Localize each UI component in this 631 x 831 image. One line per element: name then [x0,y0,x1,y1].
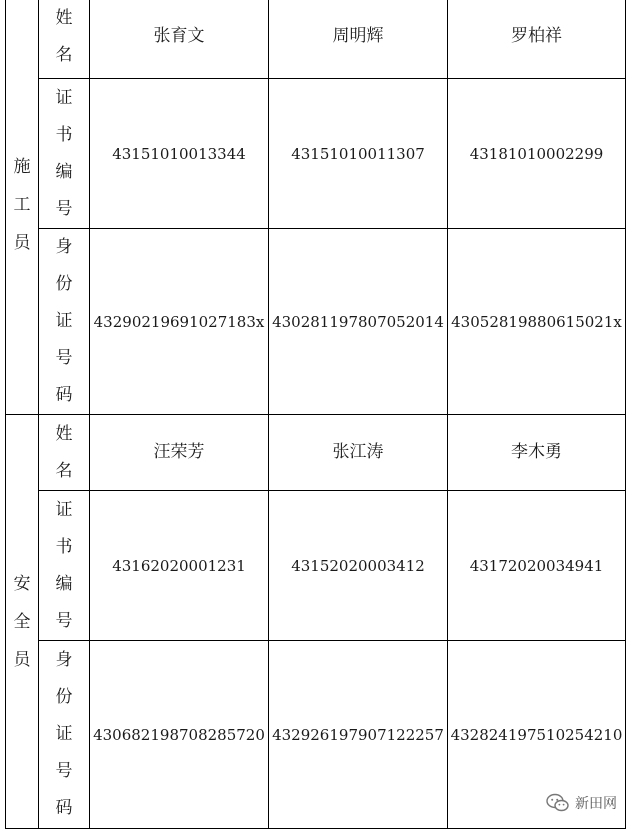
person-name: 周明辉 [332,26,384,47]
cert-number: 43181010002299 [469,144,604,163]
cert-number: 43151010013344 [112,144,246,163]
group-cell [6,0,39,415]
cert-number: 43152020003412 [291,556,425,575]
watermark-text: 新田网 [575,796,617,812]
person-name: 汪荣芳 [153,442,205,463]
person-name-cell [448,0,626,79]
cert-label-cell [39,79,90,229]
id-label: 身 份 证 号 码 [55,237,73,405]
person-name-cell [269,415,448,491]
cert-number-cell [269,491,448,641]
table-row [6,79,626,229]
id-number-cell [448,229,626,415]
id-number: 430682198708285720 [93,725,265,744]
person-name: 张育文 [153,26,205,47]
name-label: 姓 名 [55,423,73,481]
wechat-icon [546,793,570,813]
table-row [6,415,626,491]
id-number-cell [269,641,448,829]
person-name-cell [448,415,626,491]
table-row [6,641,626,829]
id-number-cell [90,641,269,829]
cert-number-cell [448,491,626,641]
id-number: 43290219691027183x [93,312,265,331]
cert-number-cell [269,79,448,229]
person-name: 李木勇 [511,442,562,463]
person-name: 张江涛 [332,442,384,463]
cert-label: 证 书 编 号 [55,499,73,631]
id-label-cell [39,641,90,829]
id-number-cell [269,229,448,415]
name-label-cell [39,0,90,79]
id-label-cell [39,229,90,415]
id-number: 432926197907122257 [272,725,444,744]
personnel-table [5,0,626,829]
cert-number: 43172020034941 [469,556,604,575]
person-name-cell [269,0,448,79]
name-label: 姓 名 [55,7,73,65]
id-label: 身 份 证 号 码 [55,650,73,818]
table-row [6,229,626,415]
table-row [6,0,626,79]
cert-label: 证 书 编 号 [55,87,73,219]
person-name: 罗柏祥 [511,26,562,47]
source-watermark [546,793,617,813]
id-number: 430281197807052014 [272,312,444,331]
cert-number-cell [90,79,269,229]
group-title: 施 工 员 [13,156,31,253]
cert-number: 43162020001231 [112,556,246,575]
id-number: 43052819880615021x [451,312,622,331]
group-title: 安 全 员 [13,573,31,670]
person-name-cell [90,415,269,491]
table-row [6,491,626,641]
group-cell [6,415,39,829]
person-name-cell [90,0,269,79]
cert-number-cell [448,79,626,229]
id-number-cell [90,229,269,415]
name-label-cell [39,415,90,491]
cert-label-cell [39,491,90,641]
id-number: 432824197510254210 [450,725,623,744]
cert-number-cell [90,491,269,641]
cert-number: 43151010011307 [291,144,425,163]
